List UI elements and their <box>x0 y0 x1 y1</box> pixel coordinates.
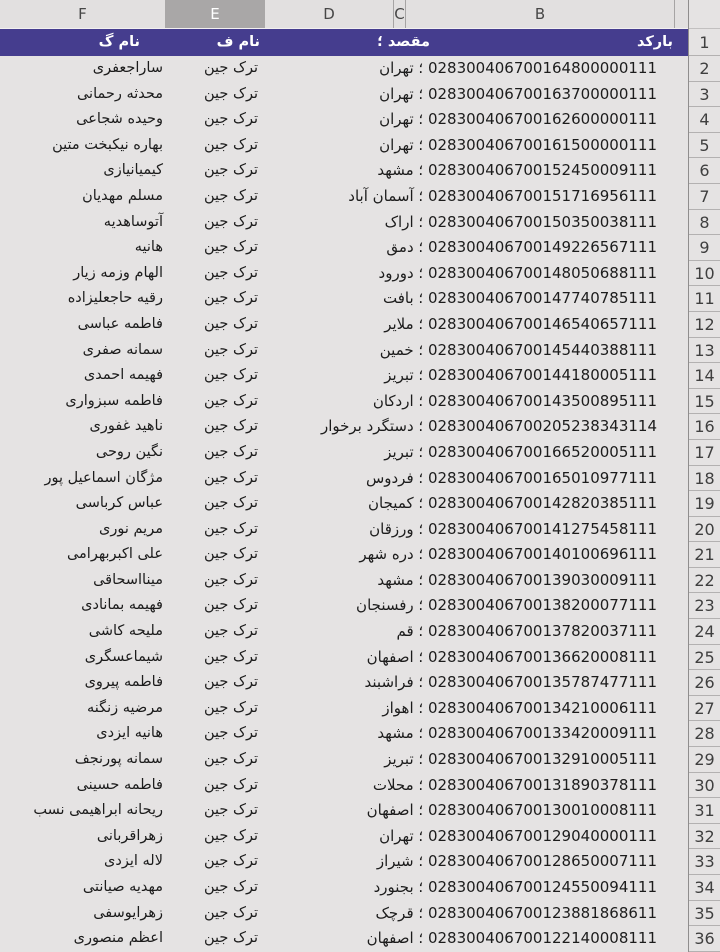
cell-barcode-destination[interactable] <box>373 389 657 415</box>
destination-city: فردوس <box>365 468 414 487</box>
table-row[interactable] <box>0 670 720 696</box>
separator-mark: ؛ <box>413 442 428 461</box>
destination-city: کمیجان <box>368 494 414 513</box>
destination-city: اهواز <box>382 698 414 717</box>
cell-sender-name[interactable]: ترک جین <box>204 930 258 947</box>
cell-sender-name[interactable]: ترک جین <box>204 879 258 895</box>
barcode-number: 028300406700163700000111 <box>427 84 657 103</box>
header-row[interactable] <box>0 29 688 56</box>
table-row[interactable] <box>0 747 720 773</box>
separator-mark: ؛ <box>413 622 428 641</box>
cell-sender-name[interactable]: ترک جین <box>204 571 258 588</box>
table-row[interactable] <box>0 568 720 594</box>
barcode-number: 028300406700135787477111 <box>427 673 657 692</box>
destination-city: دره شهر <box>359 545 414 564</box>
header-cell-sender-name[interactable]: نام ف <box>216 34 260 50</box>
table-row[interactable] <box>0 440 720 466</box>
row-number[interactable]: 24 <box>689 619 720 645</box>
cell-barcode-destination[interactable] <box>384 312 657 338</box>
cell-receiver-name[interactable]: کیمیانیازی <box>103 162 163 179</box>
row-number[interactable]: 28 <box>689 721 720 747</box>
table-row[interactable] <box>0 466 720 492</box>
barcode-number: 028300406700132910005111 <box>427 750 657 769</box>
cell-receiver-name[interactable]: سمانه پورنجف <box>74 751 163 768</box>
table-row[interactable] <box>0 184 720 210</box>
cell-barcode-destination[interactable] <box>384 363 657 389</box>
cell-barcode-destination[interactable] <box>383 286 657 312</box>
table-row[interactable] <box>0 849 720 875</box>
cell-receiver-name[interactable]: فاطمه پیروی <box>84 674 163 691</box>
cell-barcode-destination[interactable] <box>377 849 657 875</box>
cell-sender-name[interactable]: ترک جین <box>204 239 258 256</box>
cell-barcode-destination[interactable] <box>384 440 657 466</box>
separator-mark: ؛ <box>413 519 428 538</box>
row-number[interactable]: 35 <box>689 901 720 927</box>
separator-mark: ؛ <box>413 929 428 948</box>
destination-city: ورزقان <box>369 519 414 538</box>
cell-receiver-name[interactable]: فاطمه سبزواری <box>65 392 163 409</box>
cell-barcode-destination[interactable] <box>396 619 657 645</box>
separator-mark: ؛ <box>413 366 428 385</box>
cell-barcode-destination[interactable] <box>368 491 657 517</box>
destination-city: بجنورد <box>373 878 414 896</box>
separator-mark: ؛ <box>413 570 428 589</box>
table-row[interactable] <box>0 261 720 287</box>
cell-receiver-name[interactable]: ساراجعفری <box>92 60 163 76</box>
row-number[interactable]: 19 <box>689 491 720 517</box>
cell-sender-name[interactable]: ترک جین <box>204 290 258 307</box>
destination-city: تبریز <box>384 366 414 385</box>
cell-sender-name[interactable]: ترک جین <box>204 648 258 665</box>
barcode-number: 028300406700142820385111 <box>427 494 657 513</box>
separator-mark: ؛ <box>413 212 428 231</box>
cell-barcode-destination[interactable] <box>367 798 657 824</box>
destination-city: تهران <box>379 84 414 103</box>
cell-receiver-name[interactable]: لاله ایزدی <box>104 853 163 870</box>
row-number[interactable]: 31 <box>689 798 720 824</box>
row-number[interactable]: 20 <box>689 517 720 543</box>
table-row[interactable] <box>0 286 720 312</box>
separator-mark: ؛ <box>413 826 428 845</box>
cell-receiver-name[interactable]: الهام وزمه زیار <box>73 264 163 281</box>
cell-receiver-name[interactable]: ناهید غفوری <box>89 418 163 435</box>
cell-sender-name[interactable]: ترک جین <box>204 469 258 486</box>
table-row[interactable] <box>0 210 720 236</box>
cell-receiver-name[interactable]: شیماعسگری <box>84 648 163 665</box>
cell-barcode-destination[interactable] <box>385 210 657 236</box>
row-number[interactable]: 34 <box>689 875 720 901</box>
barcode-number: 028300406700161500000111 <box>427 135 657 154</box>
cell-sender-name[interactable]: ترک جین <box>204 187 258 204</box>
row-number[interactable]: 13 <box>689 338 720 364</box>
barcode-number: 028300406700148050688111 <box>427 263 657 282</box>
cell-sender-name[interactable]: ترک جین <box>204 495 258 512</box>
row-number[interactable]: 21 <box>689 542 720 568</box>
table-row[interactable] <box>0 107 720 133</box>
destination-city: قم <box>396 622 414 641</box>
table-row[interactable] <box>0 517 720 543</box>
table-row[interactable] <box>0 389 720 415</box>
cell-sender-name[interactable]: ترک جین <box>204 85 258 102</box>
destination-city: دورود <box>378 263 414 282</box>
destination-city: اصفهان <box>366 929 414 948</box>
separator-mark: ؛ <box>413 494 428 513</box>
cell-barcode-destination[interactable] <box>375 901 657 927</box>
destination-city: آسمان آباد <box>348 186 414 205</box>
separator-mark: ؛ <box>413 59 428 77</box>
row-number[interactable]: 1 <box>689 29 720 56</box>
destination-city: مشهد <box>377 161 414 180</box>
cell-receiver-name[interactable]: آتوساهدیه <box>103 213 163 230</box>
cell-sender-name[interactable]: ترک جین <box>204 904 258 921</box>
column-header-narrow[interactable] <box>674 0 688 28</box>
barcode-number: 028300406700130010008111 <box>427 801 657 820</box>
cell-barcode-destination[interactable] <box>377 568 657 594</box>
cell-barcode-destination[interactable] <box>379 824 657 850</box>
cell-barcode-destination[interactable] <box>366 466 657 492</box>
separator-mark: ؛ <box>413 135 428 154</box>
cell-sender-name[interactable]: ترک جین <box>204 418 258 435</box>
separator-mark: ؛ <box>413 750 428 769</box>
header-cell-destination[interactable]: مقصد ؛ <box>377 34 430 50</box>
destination-city: تهران <box>379 59 414 77</box>
column-header-E-selected[interactable]: E <box>165 0 265 28</box>
cell-receiver-name[interactable]: بهاره نیکبخت متین <box>52 136 163 153</box>
cell-sender-name[interactable]: ترک جین <box>204 776 258 793</box>
destination-city: بافت <box>382 289 414 308</box>
barcode-number: 028300406700134210006111 <box>427 698 657 717</box>
cell-barcode-destination[interactable] <box>359 542 657 568</box>
destination-city: تبریز <box>384 442 414 461</box>
cell-barcode-destination[interactable] <box>386 235 657 261</box>
cell-barcode-destination[interactable] <box>369 517 657 543</box>
cell-barcode-destination[interactable] <box>379 56 657 82</box>
cell-sender-name[interactable]: ترک جین <box>204 162 258 179</box>
separator-mark: ؛ <box>413 775 428 794</box>
table-row[interactable] <box>0 133 720 159</box>
cell-sender-name[interactable]: ترک جین <box>204 264 258 281</box>
cell-receiver-name[interactable]: مژگان اسماعیل پور <box>44 469 163 486</box>
table-row[interactable] <box>0 721 720 747</box>
destination-city: دمق <box>386 238 414 257</box>
table-row[interactable] <box>0 824 720 850</box>
table-row[interactable] <box>0 696 720 722</box>
cell-receiver-name[interactable]: سمانه صفری <box>82 341 163 358</box>
row-number[interactable]: 4 <box>689 107 720 133</box>
row-number[interactable]: 27 <box>689 696 720 722</box>
row-number[interactable]: 8 <box>689 210 720 236</box>
row-number[interactable]: 5 <box>689 133 720 159</box>
row-number-column <box>688 0 720 952</box>
row-number[interactable]: 6 <box>689 158 720 184</box>
table-row[interactable] <box>0 593 720 619</box>
separator-mark: ؛ <box>413 289 428 308</box>
barcode-number: 028300406700164800000111 <box>427 59 657 77</box>
cell-receiver-name[interactable]: ملیحه کاشی <box>88 623 163 640</box>
cell-receiver-name[interactable]: مریم نوری <box>99 520 163 537</box>
table-row[interactable] <box>0 875 720 901</box>
separator-mark: ؛ <box>413 596 428 615</box>
barcode-number: 028300406700131890378111 <box>427 775 657 794</box>
destination-city: قرچک <box>375 903 414 922</box>
cell-receiver-name[interactable]: رقیه حاجعلیزاده <box>67 290 163 307</box>
cell-receiver-name[interactable]: علی اکبربهرامی <box>66 546 163 563</box>
table-row[interactable] <box>0 312 720 338</box>
barcode-number: 028300406700149226567111 <box>427 238 657 257</box>
separator-mark: ؛ <box>413 724 428 743</box>
cell-sender-name[interactable]: ترک جین <box>204 111 258 128</box>
row-number[interactable]: 36 <box>689 926 720 952</box>
cell-sender-name[interactable]: ترک جین <box>204 341 258 358</box>
table-row[interactable] <box>0 56 720 82</box>
header-cell-receiver-name[interactable]: نام گ <box>98 34 140 50</box>
column-header-D[interactable]: D <box>323 5 335 23</box>
row-number[interactable]: 29 <box>689 747 720 773</box>
destination-city: فراشبند <box>364 673 414 692</box>
row-number[interactable]: 9 <box>689 235 720 261</box>
cell-sender-name[interactable]: ترک جین <box>204 520 258 537</box>
cell-receiver-name[interactable]: مرضیه زنگنه <box>86 699 163 716</box>
destination-city: تبریز <box>384 750 414 769</box>
table-row[interactable] <box>0 363 720 389</box>
column-header-C[interactable]: C <box>393 0 406 28</box>
cell-sender-name[interactable]: ترک جین <box>204 597 258 614</box>
table-row[interactable] <box>0 82 720 108</box>
separator-mark: ؛ <box>413 468 428 487</box>
data-grid <box>0 56 720 952</box>
cell-barcode-destination[interactable] <box>379 133 657 159</box>
separator-mark: ؛ <box>413 186 428 205</box>
cell-receiver-name[interactable]: مهدیه صیانتی <box>82 879 163 895</box>
cell-receiver-name[interactable]: فهیمه بمانادی <box>81 597 163 614</box>
cell-sender-name[interactable]: ترک جین <box>204 213 258 230</box>
destination-city: شیراز <box>376 852 414 871</box>
cell-receiver-name[interactable]: هانیه <box>134 239 163 256</box>
cell-receiver-name[interactable]: اعظم منصوری <box>73 930 163 947</box>
row-number[interactable]: 16 <box>689 414 720 440</box>
barcode-number: 028300406700166520005111 <box>427 442 657 461</box>
separator-mark: ؛ <box>413 263 428 282</box>
cell-barcode-destination[interactable] <box>367 926 657 952</box>
row-number[interactable]: 26 <box>689 670 720 696</box>
barcode-number: 028300406700138200077111 <box>427 596 657 615</box>
cell-receiver-name[interactable]: عباس کرباسی <box>75 495 163 512</box>
barcode-number: 028300406700162600000111 <box>427 110 657 129</box>
cell-sender-name[interactable]: ترک جین <box>204 392 258 409</box>
row-number[interactable]: 30 <box>689 773 720 799</box>
separator-mark: ؛ <box>413 84 428 103</box>
table-row[interactable] <box>0 798 720 824</box>
destination-city: دستگرد برخوار <box>320 417 414 436</box>
cell-receiver-name[interactable]: زهرایوسفی <box>93 904 163 921</box>
barcode-number: 028300406700137820037111 <box>427 622 657 641</box>
cell-barcode-destination[interactable] <box>321 414 657 440</box>
cell-barcode-destination[interactable] <box>367 645 657 671</box>
barcode-number: 028300406700129040000111 <box>427 826 657 845</box>
cell-sender-name[interactable]: ترک جین <box>204 367 258 384</box>
barcode-number: 028300406700144180005111 <box>427 366 657 385</box>
cell-sender-name[interactable]: ترک جین <box>204 136 258 153</box>
destination-city: تهران <box>379 110 414 129</box>
cell-barcode-destination[interactable] <box>379 82 657 108</box>
row-number[interactable]: 10 <box>689 261 720 287</box>
table-row[interactable] <box>0 158 720 184</box>
barcode-number: 028300406700140100696111 <box>427 545 657 564</box>
destination-city: رفسنجان <box>356 596 414 615</box>
row-number[interactable]: 2 <box>689 56 720 82</box>
barcode-number: 028300406700152450009111 <box>427 161 657 180</box>
row-number[interactable]: 14 <box>689 363 720 389</box>
cell-receiver-name[interactable]: فاطمه حسینی <box>76 776 163 793</box>
row-number[interactable]: 32 <box>689 824 720 850</box>
destination-city: اصفهان <box>366 647 414 666</box>
cell-receiver-name[interactable]: نگین روحی <box>95 443 163 460</box>
barcode-number: 028300406700150350038111 <box>427 212 657 231</box>
barcode-number: 028300406700141275458111 <box>427 519 657 538</box>
separator-mark: ؛ <box>413 545 428 564</box>
row-number[interactable]: 3 <box>689 82 720 108</box>
cell-sender-name[interactable]: ترک جین <box>204 443 258 460</box>
separator-mark: ؛ <box>413 417 428 436</box>
cell-sender-name[interactable]: ترک جین <box>204 751 258 768</box>
cell-receiver-name[interactable]: هانیه ایزدی <box>96 725 163 742</box>
table-row[interactable] <box>0 645 720 671</box>
barcode-number: 028300406700128650007111 <box>427 852 657 871</box>
row-number[interactable]: 18 <box>689 466 720 492</box>
column-header-strip <box>0 0 688 29</box>
cell-barcode-destination[interactable] <box>356 593 657 619</box>
destination-city: محلات <box>372 775 414 794</box>
destination-city: تهران <box>379 826 414 845</box>
table-row[interactable] <box>0 338 720 364</box>
cell-sender-name[interactable]: ترک جین <box>204 623 258 640</box>
barcode-number: 028300406700133420009111 <box>427 724 657 743</box>
header-cell-barcode[interactable]: بارکد <box>636 34 673 50</box>
destination-city: اردکان <box>372 391 414 410</box>
table-row[interactable] <box>0 619 720 645</box>
cell-sender-name[interactable]: ترک جین <box>204 827 258 844</box>
table-row[interactable] <box>0 414 720 440</box>
table-row[interactable] <box>0 491 720 517</box>
separator-mark: ؛ <box>413 903 428 922</box>
cell-barcode-destination[interactable] <box>384 747 657 773</box>
destination-city: اصفهان <box>366 801 414 820</box>
cell-barcode-destination[interactable] <box>365 670 657 696</box>
column-header-B[interactable]: B <box>534 5 546 23</box>
cell-receiver-name[interactable]: زهراقربانی <box>96 827 163 844</box>
row-number[interactable]: 22 <box>689 568 720 594</box>
separator-mark: ؛ <box>413 878 428 896</box>
cell-sender-name[interactable]: ترک جین <box>204 315 258 332</box>
cell-barcode-destination[interactable] <box>379 261 657 287</box>
row-number[interactable]: 11 <box>689 286 720 312</box>
table-row[interactable] <box>0 926 720 952</box>
barcode-number: 028300406700143500895111 <box>427 391 657 410</box>
cell-receiver-name[interactable]: فهیمه احمدی <box>83 367 163 384</box>
barcode-number: 028300406700165010977111 <box>427 468 657 487</box>
barcode-number: 028300406700145440388111 <box>427 340 657 359</box>
barcode-number: 028300406700146540657111 <box>427 314 657 333</box>
corner-cell[interactable] <box>689 0 720 29</box>
cell-barcode-destination[interactable] <box>382 696 657 722</box>
destination-city: مشهد <box>377 570 414 589</box>
cell-barcode-destination[interactable] <box>374 875 657 901</box>
column-header-F[interactable]: F <box>78 5 87 23</box>
cell-sender-name[interactable]: ترک جین <box>204 725 258 742</box>
cell-sender-name[interactable]: ترک جین <box>204 674 258 691</box>
cell-sender-name[interactable]: ترک جین <box>204 853 258 870</box>
cell-barcode-destination[interactable] <box>380 338 657 364</box>
barcode-number: 028300406700122140008111 <box>427 929 657 948</box>
separator-mark: ؛ <box>413 673 428 692</box>
row-number[interactable]: 12 <box>689 312 720 338</box>
row-number[interactable]: 33 <box>689 849 720 875</box>
destination-city: تهران <box>379 135 414 154</box>
cell-receiver-name[interactable]: مینااسحاقی <box>93 571 163 588</box>
cell-sender-name[interactable]: ترک جین <box>204 699 258 716</box>
table-row[interactable] <box>0 773 720 799</box>
cell-barcode-destination[interactable] <box>373 773 657 799</box>
separator-mark: ؛ <box>413 110 428 129</box>
separator-mark: ؛ <box>413 161 428 180</box>
cell-receiver-name[interactable]: محدثه رحمانی <box>76 85 163 102</box>
row-number[interactable]: 23 <box>689 593 720 619</box>
cell-receiver-name[interactable]: مسلم مهدیان <box>82 187 163 204</box>
barcode-number: 028300406700124550094111 <box>427 878 657 896</box>
cell-receiver-name[interactable]: ریحانه ابراهیمی نسب <box>33 802 163 819</box>
cell-sender-name[interactable]: ترک جین <box>204 802 258 819</box>
table-row[interactable] <box>0 901 720 927</box>
cell-sender-name[interactable]: ترک جین <box>204 60 258 76</box>
table-row[interactable] <box>0 235 720 261</box>
cell-receiver-name[interactable]: وحیده شجاعی <box>76 111 163 128</box>
barcode-number: 028300406700151716956111 <box>427 186 657 205</box>
destination-city: خمین <box>379 340 414 359</box>
cell-barcode-destination[interactable] <box>377 721 657 747</box>
cell-barcode-destination[interactable] <box>348 184 657 210</box>
row-number[interactable]: 7 <box>689 184 720 210</box>
separator-mark: ؛ <box>413 314 428 333</box>
separator-mark: ؛ <box>413 238 428 257</box>
barcode-number: 028300406700123881868611 <box>427 903 657 922</box>
destination-city: اراک <box>384 212 414 231</box>
cell-sender-name[interactable]: ترک جین <box>204 546 258 563</box>
destination-city: مشهد <box>377 724 414 743</box>
destination-city: ملایر <box>384 314 414 333</box>
cell-receiver-name[interactable]: فاطمه عباسی <box>77 315 163 332</box>
table-row[interactable] <box>0 542 720 568</box>
cell-barcode-destination[interactable] <box>379 107 657 133</box>
cell-barcode-destination[interactable] <box>377 158 657 184</box>
separator-mark: ؛ <box>413 698 428 717</box>
row-number[interactable]: 15 <box>689 389 720 415</box>
separator-mark: ؛ <box>413 801 428 820</box>
separator-mark: ؛ <box>413 340 428 359</box>
separator-mark: ؛ <box>413 852 428 871</box>
barcode-number: 028300406700139030009111 <box>427 570 657 589</box>
separator-mark: ؛ <box>413 391 428 410</box>
separator-mark: ؛ <box>413 647 428 666</box>
barcode-number: 028300406700205238343114 <box>427 417 657 436</box>
barcode-number: 028300406700147740785111 <box>427 289 657 308</box>
barcode-number: 028300406700136620008111 <box>427 647 657 666</box>
row-number[interactable]: 25 <box>689 645 720 671</box>
row-number[interactable]: 17 <box>689 440 720 466</box>
